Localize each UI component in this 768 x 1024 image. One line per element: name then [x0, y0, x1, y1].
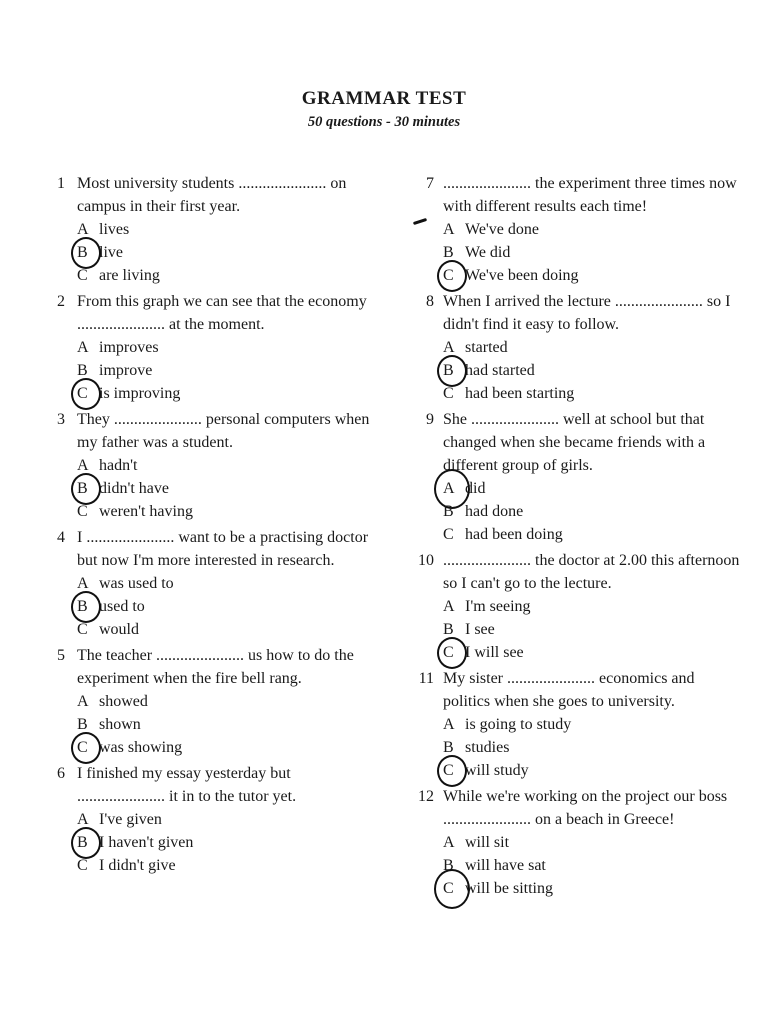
option-text: are living — [99, 267, 160, 284]
option-letter: B — [77, 244, 88, 261]
answer-option — [77, 572, 382, 595]
option-letter: B — [77, 480, 88, 497]
question-9 — [412, 408, 742, 546]
option-text: We did — [465, 244, 511, 261]
option-letter: C — [77, 739, 88, 756]
option-letter: A — [443, 598, 455, 615]
question-2 — [52, 290, 382, 405]
question-number: 8 — [426, 293, 434, 310]
question-number: 5 — [57, 647, 65, 664]
option-letter: B — [77, 716, 88, 733]
option-letter: C — [77, 621, 88, 638]
question-7 — [412, 172, 742, 287]
option-letter: C — [77, 267, 88, 284]
option-text: was showing — [99, 739, 183, 756]
option-letter: A — [77, 221, 89, 238]
answer-option — [77, 618, 382, 641]
option-text: I see — [465, 621, 495, 638]
option-letter: B — [443, 621, 454, 638]
left-column — [52, 172, 382, 880]
answer-option — [77, 500, 382, 523]
option-letter: B — [77, 598, 88, 615]
option-text: I haven't given — [99, 834, 194, 851]
option-letter: C — [443, 644, 454, 661]
answer-option — [77, 336, 382, 359]
option-text: I will see — [465, 644, 524, 661]
test-title: GRAMMAR TEST — [301, 88, 467, 109]
question-number: 11 — [418, 670, 434, 687]
option-letter: A — [77, 693, 89, 710]
option-letter: A — [443, 716, 455, 733]
option-text: would — [99, 621, 139, 638]
answer-option — [77, 808, 382, 831]
answer-option — [77, 264, 382, 287]
question-number: 1 — [57, 175, 65, 192]
answer-option — [443, 218, 742, 241]
question-1 — [52, 172, 382, 287]
answer-option — [443, 759, 742, 782]
answer-option — [77, 831, 382, 854]
answer-option — [443, 736, 742, 759]
question-text: While we're working on the project our boss ...................... on a beach in Greece! — [443, 788, 728, 828]
question-text: Most university students ...................... on campus in their first year. — [77, 175, 347, 215]
answer-option — [77, 241, 382, 264]
question-10 — [412, 549, 742, 664]
option-text: is improving — [99, 385, 181, 402]
answer-option — [443, 382, 742, 405]
option-text: will have sat — [465, 857, 546, 874]
option-letter: B — [443, 739, 454, 756]
answer-option — [77, 382, 382, 405]
question-text: The teacher ...................... us how to do the experiment when the fire bell rang. — [77, 647, 354, 687]
question-number: 7 — [426, 175, 434, 192]
option-letter: A — [443, 339, 455, 356]
answer-option — [77, 477, 382, 500]
option-letter: C — [77, 857, 88, 874]
option-text: will sit — [465, 834, 510, 851]
question-3 — [52, 408, 382, 523]
option-text: had been doing — [465, 526, 563, 543]
option-letter: A — [443, 221, 455, 238]
option-letter: B — [443, 503, 454, 520]
option-letter: B — [77, 834, 88, 851]
option-text: studies — [465, 739, 510, 756]
question-4 — [52, 526, 382, 641]
answer-option — [77, 690, 382, 713]
question-text: ...................... the experiment three times now with different results each time! — [443, 175, 737, 215]
option-text: We've been doing — [465, 267, 579, 284]
question-number: 4 — [57, 529, 65, 546]
answer-option — [443, 523, 742, 546]
option-text: did — [465, 480, 486, 497]
option-letter: B — [443, 857, 454, 874]
question-text: When I arrived the lecture ...................... so I didn't find it easy to follow. — [443, 293, 731, 333]
answer-option — [443, 336, 742, 359]
answer-option — [443, 877, 742, 900]
right-column — [412, 172, 742, 903]
option-letter: C — [443, 526, 454, 543]
answer-option — [443, 595, 742, 618]
option-text: lives — [99, 221, 130, 238]
option-text: had started — [465, 362, 535, 379]
option-text: I'm seeing — [465, 598, 531, 615]
option-text: weren't having — [99, 503, 193, 520]
answer-option — [443, 264, 742, 287]
option-letter: B — [443, 244, 454, 261]
option-text: was used to — [99, 575, 174, 592]
option-text: I've given — [99, 811, 162, 828]
option-text: didn't have — [99, 480, 169, 497]
option-letter: A — [443, 480, 455, 497]
question-text: From this graph we can see that the economy ...................... at the moment. — [77, 293, 367, 333]
question-12 — [412, 785, 742, 900]
question-number: 2 — [57, 293, 65, 310]
option-text: had done — [465, 503, 524, 520]
answer-option — [77, 359, 382, 382]
option-letter: B — [443, 362, 454, 379]
answer-option — [77, 713, 382, 736]
answer-option — [443, 641, 742, 664]
option-text: improve — [99, 362, 153, 379]
option-letter: C — [443, 762, 454, 779]
option-text: is going to study — [465, 716, 572, 733]
option-letter: C — [443, 267, 454, 284]
question-text: She ...................... well at school but that changed when she became friends with a different group of girls. — [443, 411, 706, 474]
question-text: They ...................... personal computers when my father was a student. — [77, 411, 370, 451]
option-text: showed — [99, 693, 148, 710]
option-text: improves — [99, 339, 159, 356]
option-text: live — [99, 244, 123, 261]
question-number: 9 — [426, 411, 434, 428]
question-11 — [412, 667, 742, 782]
option-letter: A — [443, 834, 455, 851]
answer-option — [77, 454, 382, 477]
option-text: I didn't give — [99, 857, 176, 874]
answer-option — [77, 595, 382, 618]
answer-option — [77, 218, 382, 241]
option-letter: C — [443, 880, 454, 897]
option-text: will study — [465, 762, 529, 779]
option-text: hadn't — [99, 457, 138, 474]
option-letter: A — [77, 811, 89, 828]
option-letter: A — [77, 339, 89, 356]
answer-option — [443, 831, 742, 854]
option-letter: B — [77, 362, 88, 379]
question-text: ...................... the doctor at 2.00 this afternoon so I can't go to the lecture. — [443, 552, 740, 592]
option-letter: C — [77, 503, 88, 520]
option-text: will be sitting — [465, 880, 553, 897]
option-text: started — [465, 339, 508, 356]
question-8 — [412, 290, 742, 405]
answer-option — [443, 713, 742, 736]
question-number: 3 — [57, 411, 65, 428]
answer-option — [77, 854, 382, 877]
handwritten-tick-mark — [413, 218, 427, 225]
question-number: 12 — [418, 788, 434, 805]
question-text: I finished my essay yesterday but ...................... it in to the tutor yet. — [77, 765, 297, 805]
option-text: had been starting — [465, 385, 575, 402]
question-6 — [52, 762, 382, 877]
option-letter: A — [77, 457, 89, 474]
option-letter: A — [77, 575, 89, 592]
option-text: used to — [99, 598, 145, 615]
question-number: 6 — [57, 765, 65, 782]
option-text: We've done — [465, 221, 540, 238]
answer-option — [443, 854, 742, 877]
question-5 — [52, 644, 382, 759]
option-letter: C — [443, 385, 454, 402]
answer-option — [443, 618, 742, 641]
answer-option — [443, 359, 742, 382]
answer-option — [443, 477, 742, 500]
question-number: 10 — [418, 552, 434, 569]
answer-option — [443, 241, 742, 264]
option-text: shown — [99, 716, 141, 733]
question-text: I ...................... want to be a practising doctor but now I'm more interested in research. — [77, 529, 369, 569]
question-text: My sister ...................... economics and politics when she goes to university. — [443, 670, 695, 710]
option-letter: C — [77, 385, 88, 402]
test-subtitle: 50 questions - 30 minutes — [307, 114, 461, 130]
answer-option — [443, 500, 742, 523]
answer-option — [77, 736, 382, 759]
